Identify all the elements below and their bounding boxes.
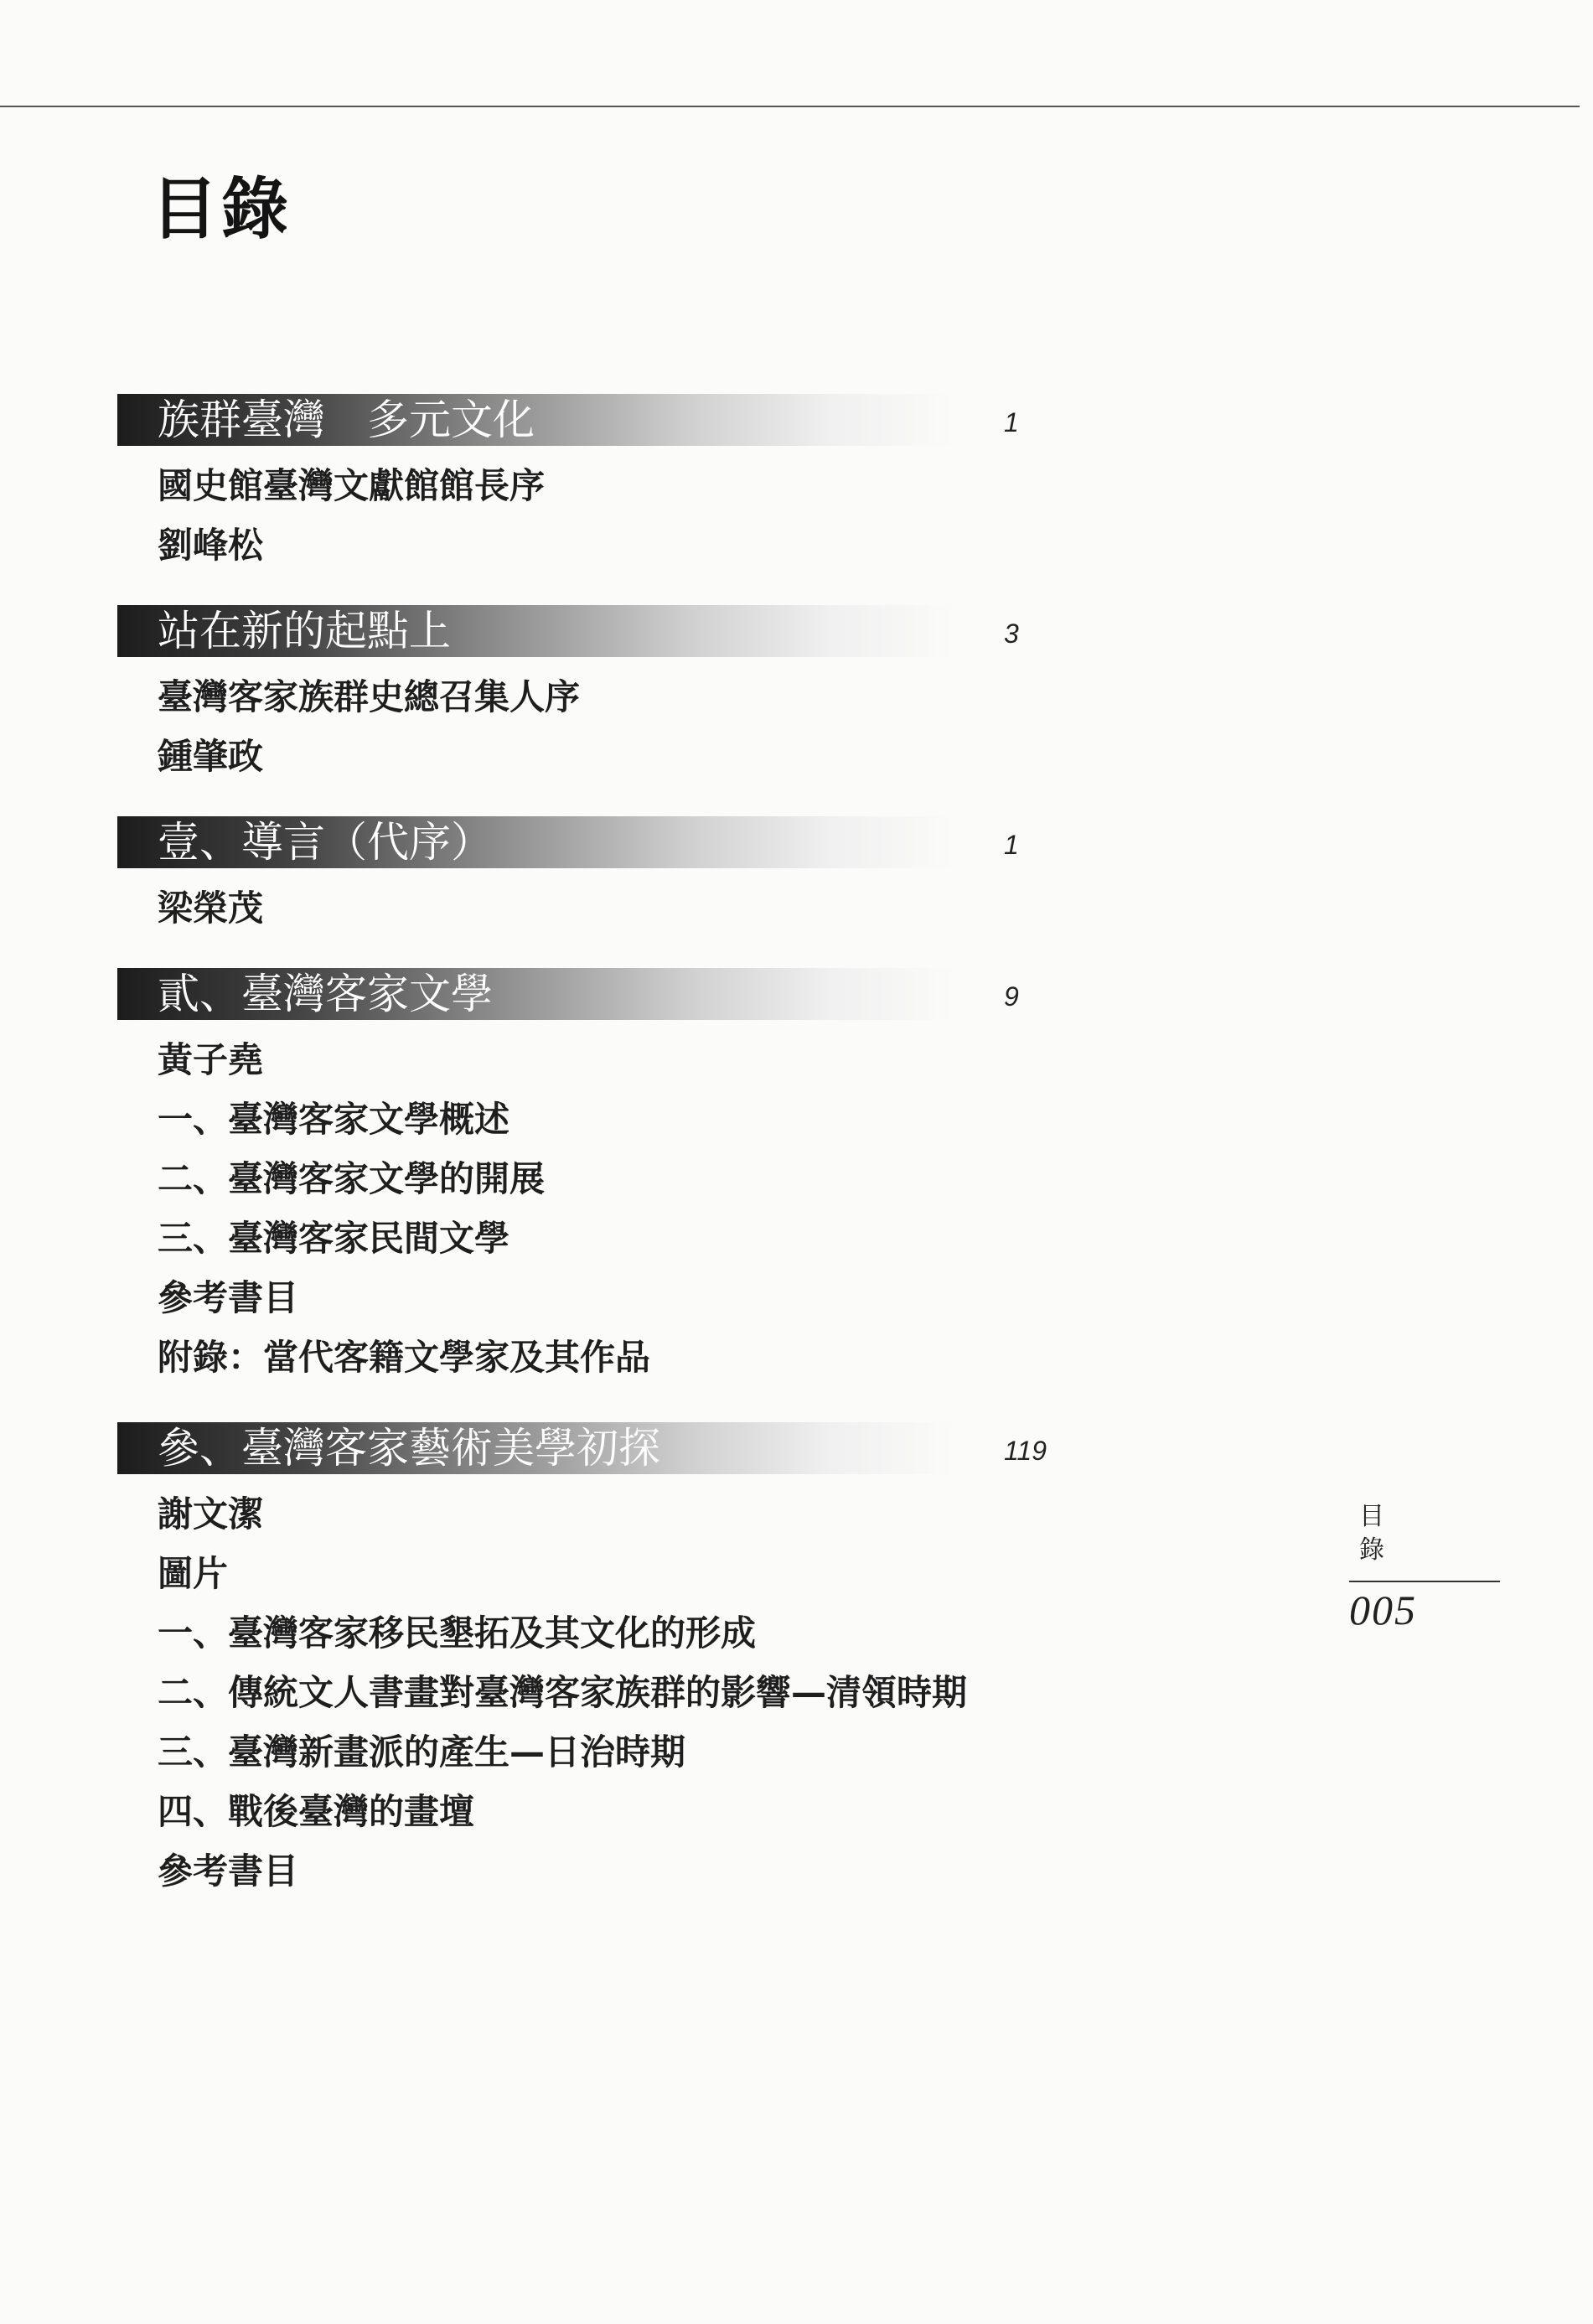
section-page-number: 9 [1004,981,1019,1012]
side-tab-char: 錄 [1359,1535,1384,1565]
section-heading-band [117,394,955,446]
toc-author: 劉峰松 [158,525,264,566]
toc-section-2[interactable] [117,605,1039,786]
folio-page-number: 005 [1349,1586,1417,1633]
toc-entry[interactable]: 三、臺灣新畫派的產生—日治時期 [158,1731,686,1773]
toc-entry[interactable]: 臺灣客家族群史總召集人序 [158,676,581,717]
toc-entry[interactable]: 二、傳統文人書畫對臺灣客家族群的影響—清領時期 [158,1672,968,1713]
toc-entry[interactable]: 四、戰後臺灣的畫壇 [158,1791,475,1832]
toc-section-1[interactable] [117,394,1039,575]
toc-section-3[interactable] [117,816,1039,938]
section-heading: 站在新的起點上 [158,607,451,655]
toc-author: 黃子堯 [158,1039,264,1080]
section-heading: 貳、臺灣客家文學 [158,970,493,1018]
toc-entry[interactable]: 一、臺灣客家文學概述 [158,1099,510,1140]
top-rule [0,106,1580,107]
page-title: 目錄 [151,170,292,248]
toc-entry[interactable]: 三、臺灣客家民間文學 [158,1218,510,1259]
section-heading: 壹、導言（代序） [158,818,493,867]
toc-entry[interactable]: 一、臺灣客家移民墾拓及其文化的形成 [158,1612,757,1654]
section-heading-band [117,816,955,868]
toc-entry[interactable]: 二、臺灣客家文學的開展 [158,1158,546,1199]
toc-section-4[interactable] [117,968,1039,1387]
section-page-number: 119 [1004,1436,1047,1466]
section-page-number: 1 [1004,407,1019,437]
toc-entry[interactable]: 國史館臺灣文獻館館長序 [158,465,546,506]
toc-entry[interactable]: 參考書目 [158,1277,299,1318]
side-tab [1349,1500,1500,1634]
toc-author: 梁榮茂 [158,888,264,929]
section-heading-band [117,1422,955,1474]
toc-entry[interactable]: 參考書目 [158,1850,299,1892]
side-tab-rule [1349,1581,1500,1582]
toc-section-5[interactable] [117,1422,1047,1901]
side-tab-char: 目 [1359,1502,1384,1531]
section-heading: 族群臺灣 多元文化 [158,396,535,444]
section-heading-band [117,968,955,1020]
section-heading-band [117,605,955,657]
section-page-number: 1 [1004,830,1019,860]
section-page-number: 3 [1004,619,1019,649]
section-heading: 參、臺灣客家藝術美學初探 [158,1424,660,1473]
toc-author: 謝文潔 [158,1493,264,1535]
toc-author: 鍾肇政 [158,736,264,777]
toc-entry[interactable]: 附錄：當代客籍文學家及其作品 [158,1337,651,1378]
toc-entry[interactable]: 圖片 [158,1553,229,1594]
